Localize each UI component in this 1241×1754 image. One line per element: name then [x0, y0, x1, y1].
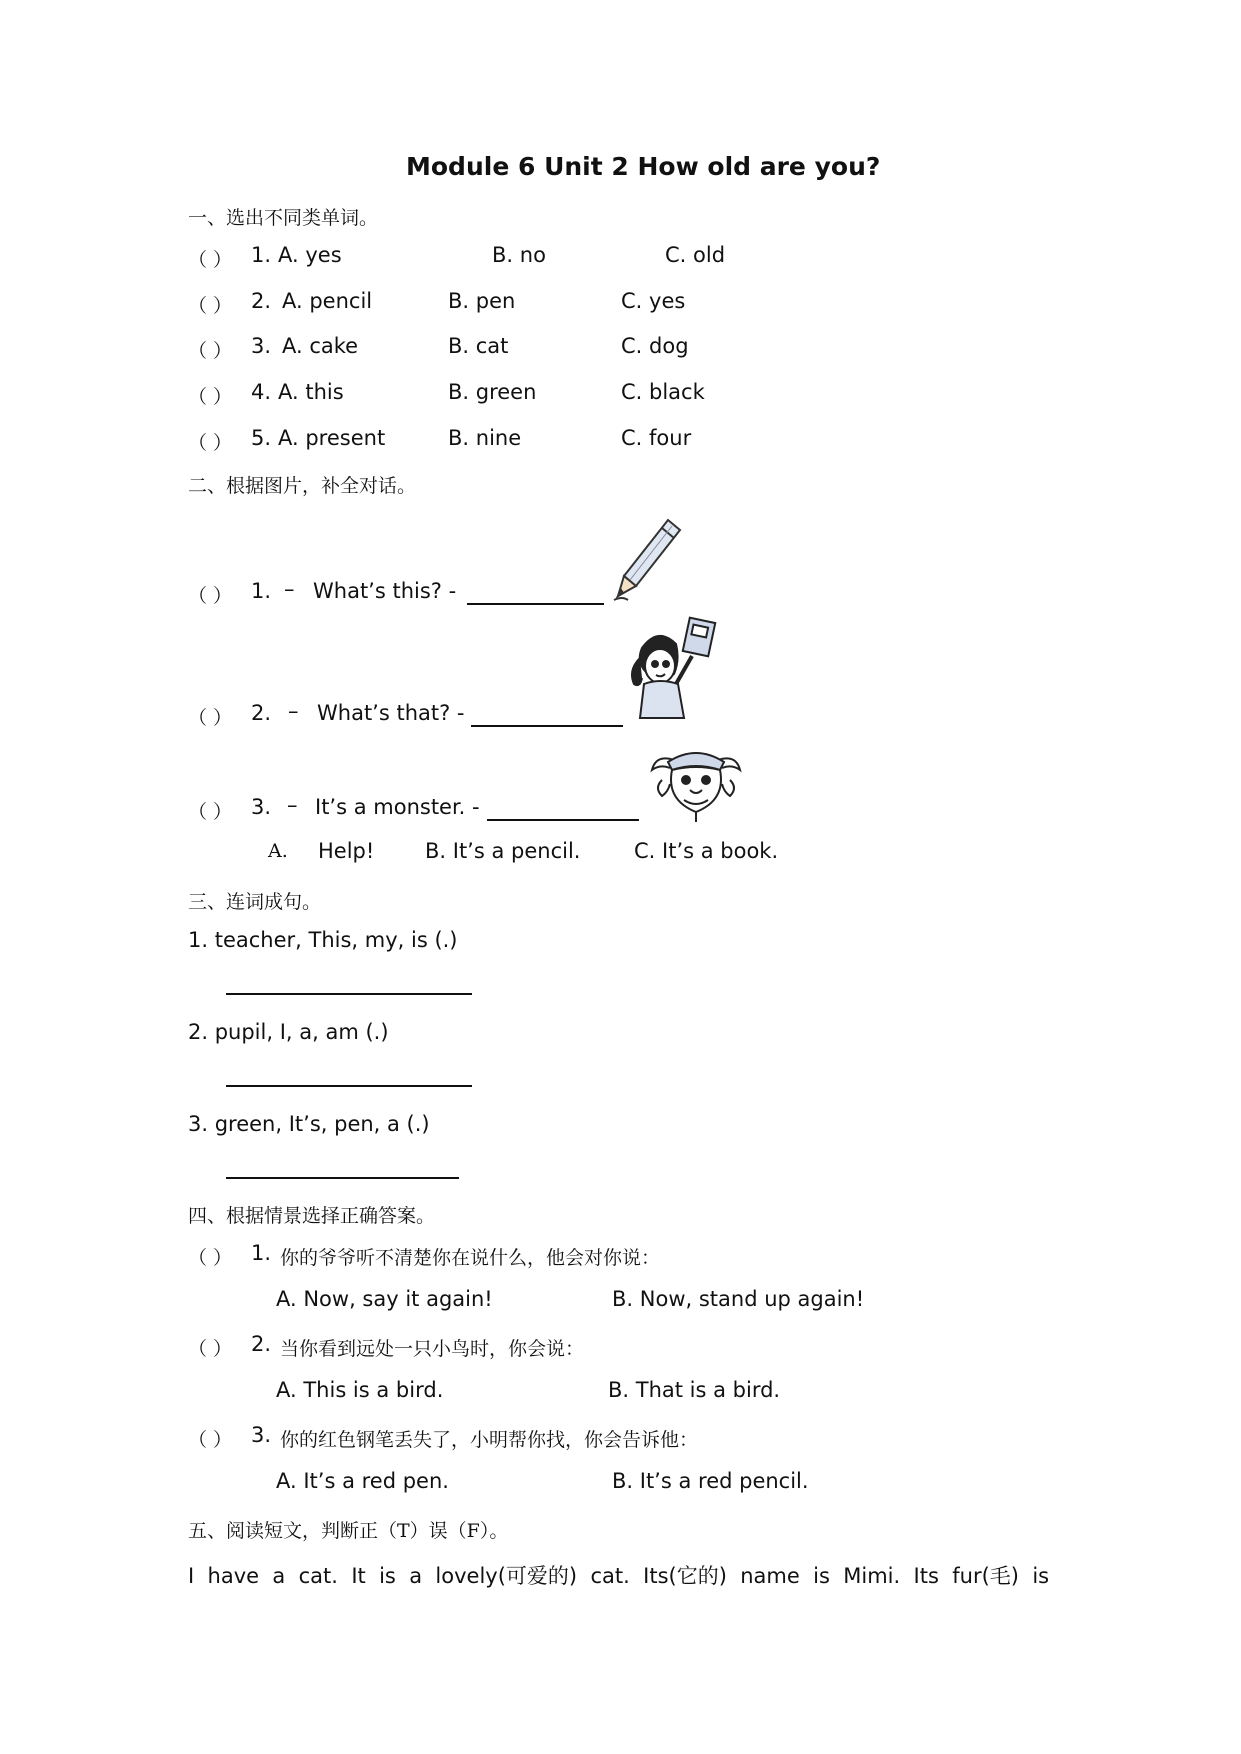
dialogue-dash: –	[288, 699, 299, 723]
answer-blank[interactable]	[471, 725, 623, 727]
sentence-prompt: 3. green, It’s, pen, a (.)	[188, 1112, 430, 1136]
question-number: 3.	[251, 1423, 272, 1447]
option-c: C. yes	[621, 289, 686, 313]
option-c: C. old	[665, 243, 726, 267]
sentence-prompt: 2. pupil, I, a, am (.)	[188, 1020, 389, 1044]
option-c: C. black	[621, 380, 705, 404]
option-c: C. four	[621, 426, 692, 450]
answer-bracket[interactable]: （ ）	[188, 801, 233, 823]
dialogue-text: It’s a monster. -	[315, 795, 480, 819]
dialogue-text: What’s that? -	[317, 701, 465, 725]
option-a: A. It’s a red pen.	[276, 1469, 449, 1493]
answer-line[interactable]	[226, 1085, 472, 1087]
answer-bracket[interactable]: （ ）	[188, 707, 233, 729]
question-number: 4.	[251, 380, 272, 404]
pencil-icon	[614, 516, 684, 600]
option-b: B. pen	[448, 289, 516, 313]
page-title: Module 6 Unit 2 How old are you?	[406, 152, 881, 181]
option-b: B. no	[492, 243, 546, 267]
answer-blank[interactable]	[467, 603, 604, 605]
answer-line[interactable]	[226, 1177, 459, 1179]
question-number: 3.	[251, 795, 272, 819]
option-a: A. present	[278, 426, 386, 450]
option-b: B. green	[448, 380, 537, 404]
section5-heading: 五、阅读短文，判断正（T）误（F）。	[188, 1520, 509, 1542]
question-number: 2.	[251, 289, 272, 313]
sentence-prompt: 1. teacher, This, my, is (.)	[188, 928, 458, 952]
question-number: 1.	[251, 1241, 272, 1265]
answer-bracket[interactable]: （ ）	[188, 295, 233, 317]
monster-icon	[650, 740, 742, 824]
option-a-label: A.	[268, 840, 288, 862]
question-number: 3.	[251, 334, 272, 358]
question-text: 你的红色钢笔丢失了，小明帮你找，你会告诉他：	[280, 1429, 699, 1451]
dialogue-text: What’s this? -	[313, 579, 457, 603]
option-a: A. pencil	[282, 289, 373, 313]
answer-blank[interactable]	[487, 819, 639, 821]
answer-bracket[interactable]: （ ）	[188, 386, 233, 408]
section2-heading: 二、根据图片，补全对话。	[188, 475, 417, 497]
option-b: B. nine	[448, 426, 522, 450]
option-a: A. This is a bird.	[276, 1378, 444, 1402]
option-a: A. yes	[278, 243, 342, 267]
section3-heading: 三、连词成句。	[188, 891, 322, 913]
girl-with-book-icon	[628, 618, 720, 722]
answer-line[interactable]	[226, 993, 472, 995]
question-text: 你的爷爷听不清楚你在说什么，他会对你说：	[280, 1247, 661, 1269]
option-b: B. That is a bird.	[608, 1378, 781, 1402]
question-number: 1.	[251, 579, 272, 603]
answer-bracket[interactable]: （ ）	[188, 585, 233, 607]
option-a: A. Now, say it again!	[276, 1287, 493, 1311]
option-c: C. It’s a book.	[634, 839, 779, 863]
option-c: C. dog	[621, 334, 689, 358]
option-a: A. cake	[282, 334, 359, 358]
answer-bracket[interactable]: （ ）	[188, 1247, 233, 1269]
question-number: 2.	[251, 701, 272, 725]
option-a: A. this	[278, 380, 344, 404]
option-b: B. Now, stand up again!	[612, 1287, 865, 1311]
answer-bracket[interactable]: （ ）	[188, 432, 233, 454]
question-number: 1.	[251, 243, 272, 267]
option-b: B. It’s a pencil.	[425, 839, 581, 863]
answer-bracket[interactable]: （ ）	[188, 249, 233, 271]
section1-heading: 一、选出不同类单词。	[188, 207, 379, 229]
dialogue-dash: –	[284, 577, 295, 601]
answer-bracket[interactable]: （ ）	[188, 340, 233, 362]
question-number: 5.	[251, 426, 272, 450]
answer-bracket[interactable]: （ ）	[188, 1429, 233, 1451]
reading-passage: I have a cat. It is a lovely(可爱的) cat. Its(它的) name is Mimi. Its fur(毛) is	[188, 1564, 1050, 1588]
section4-heading: 四、根据情景选择正确答案。	[188, 1205, 436, 1227]
dialogue-dash: –	[287, 793, 298, 817]
question-text: 当你看到远处一只小鸟时，你会说：	[280, 1338, 585, 1360]
option-a: Help!	[318, 839, 375, 863]
question-number: 2.	[251, 1332, 272, 1356]
option-b: B. cat	[448, 334, 509, 358]
option-b: B. It’s a red pencil.	[612, 1469, 809, 1493]
answer-bracket[interactable]: （ ）	[188, 1338, 233, 1360]
